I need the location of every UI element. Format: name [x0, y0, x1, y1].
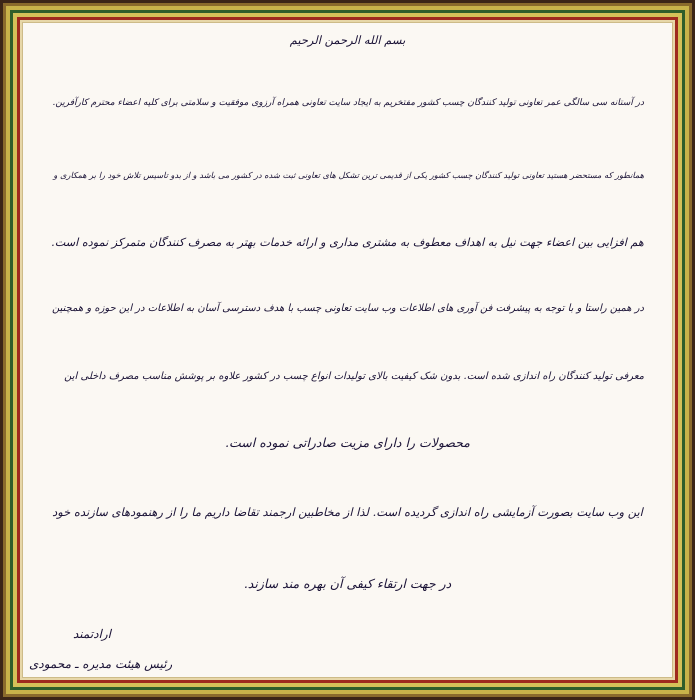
letter-line-8: در جهت ارتقاء کیفی آن بهره مند سازند.	[243, 576, 452, 591]
letter-line-1: در آستانه سی سالگی عمر تعاونی تولید کنندگان چسب کشور مفتخریم به ایجاد سایت تعاونی همراه آرزوی موفقیت و سلامتی برای کلیه اعضاء محترم کارآفرین.	[52, 98, 644, 108]
letter-line-2: همانطور که مستحضر هستید تعاونی تولید کنندگان چسب کشور یکی از قدیمی ترین تشکل های تعاونی ثبت شده در کشور می باشد و از بدو تاسیس تلاش خود را بر همکاری و	[53, 170, 644, 180]
bismillah-heading: بسم الله الرحمن الرحیم	[289, 33, 406, 47]
letter-line-4: در همین راستا و با توجه به پیشرفت فن آوری های اطلاعات وب سایت تعاونی چسب با هدف دسترسی آسان به اطلاعات در این حوزه و همچنین	[51, 303, 644, 314]
letter-line-5: معرفی تولید کنندگان راه اندازی شده است. بدون شک کیفیت بالای تولیدات انواع چسب در کشور علاوه بر پوشش مناسب مصرف داخلی این	[64, 371, 644, 382]
letter-line-3: هم افزایی بین اعضاء جهت نیل به اهداف معطوف به مشتری مداری و ارائه خدمات بهتر به مصرف کنندگان متمرکز نموده است.	[51, 236, 644, 249]
letter-line-7: این وب سایت بصورت آزمایشی راه اندازی گردیده است. لذا از مخاطبین ارجمند تقاضا داریم ما را از رهنمودهای سازنده خود	[52, 505, 643, 519]
signature-title: ارادتمند	[73, 627, 112, 641]
letter-paper	[22, 22, 673, 678]
signature-name: رئیس هیئت مدیره ـ محمودی	[29, 657, 173, 671]
letter-line-6: محصولات را دارای مزیت صادراتی نموده است.	[225, 435, 470, 450]
